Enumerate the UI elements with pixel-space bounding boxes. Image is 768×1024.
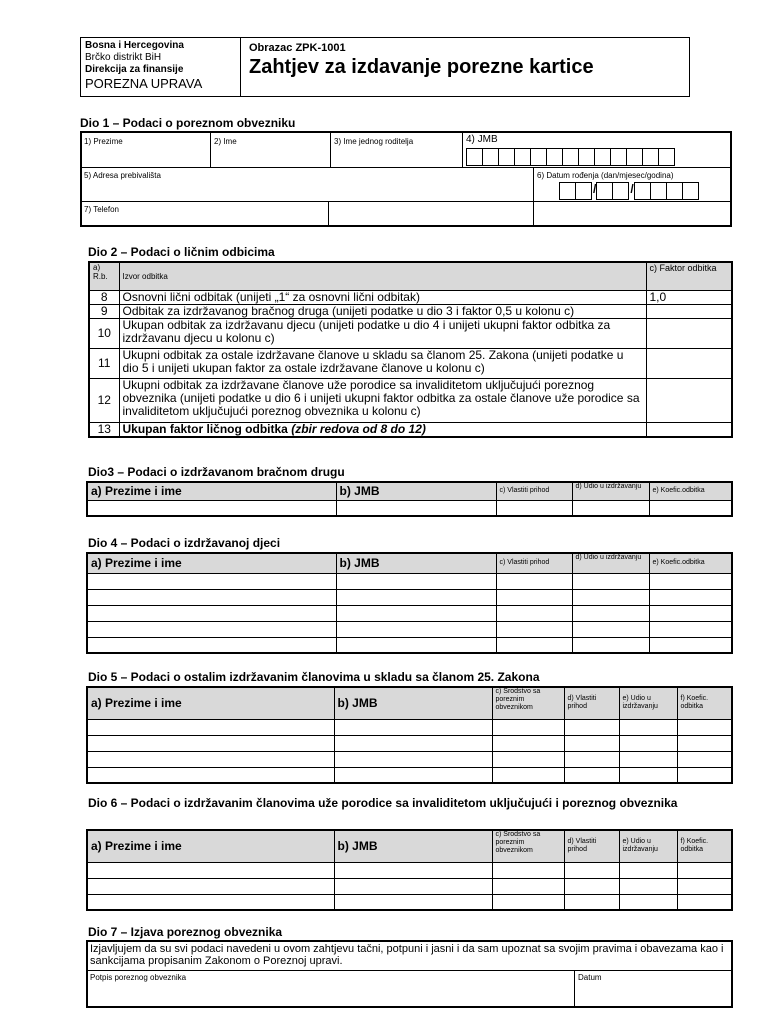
field-jmb-label: 4) JMB (466, 134, 498, 145)
row-11-text: Ukupni odbitak za ostale izdržavane članove u skladu sa članom 25. Zakona (unijeti podatke u dio 5 i unijeti ukupan faktor za ostale izdržavane članove u kolonu c) (119, 348, 646, 378)
disabled-col-income: d) Vlastiti prihod (564, 830, 619, 862)
table-row[interactable] (87, 500, 732, 516)
form-code: Obrazac ZPK-1001 (249, 42, 346, 54)
jmb-input-boxes[interactable] (467, 148, 675, 166)
children-table (86, 552, 733, 654)
table-row[interactable] (87, 605, 732, 621)
disabled-members-table (86, 829, 733, 911)
total-note: (zbir redova od 8 do 12) (291, 421, 426, 436)
row-8-rb: 8 (89, 290, 119, 304)
country-name: Bosna i Hercegovina (85, 40, 184, 51)
other-col-jmb: b) JMB (334, 687, 492, 719)
table-row[interactable] (87, 894, 732, 910)
disabled-col-name: a) Prezime i ime (87, 830, 334, 862)
field-dob-label: 6) Datum rođenja (dan/mjesec/godina) (537, 171, 674, 180)
children-col-income: c) Vlastiti prihod (496, 553, 572, 573)
row-8-factor[interactable]: 1,0 (646, 290, 732, 304)
children-col-name: a) Prezime i ime (87, 553, 336, 573)
signature-label[interactable]: Potpis poreznog obveznika (90, 973, 187, 982)
row-13-text (119, 422, 646, 437)
spouse-col-coef: e) Koefic.odbitka (649, 482, 732, 500)
spouse-col-income: c) Vlastiti prihod (496, 482, 572, 500)
dob-input-boxes[interactable]: / / (560, 182, 699, 200)
row-11-rb: 11 (89, 348, 119, 378)
part6-title: Dio 6 – Podaci o izdržavanim članovima uže porodice sa invaliditetom uključujući i poreznog obveznika (88, 796, 678, 810)
table-row[interactable] (87, 621, 732, 637)
table-row[interactable] (87, 573, 732, 589)
header-title-box (240, 37, 690, 97)
other-members-table (86, 686, 733, 784)
row-12-factor[interactable] (646, 378, 732, 422)
field-parent-label: 3) Ime jednog roditelja (334, 137, 414, 146)
table-row[interactable] (87, 767, 732, 783)
part4-title: Dio 4 – Podaci o izdržavanoj djeci (88, 536, 281, 550)
row-10-text: Ukupan odbitak za izdržavanu djecu (unijeti podatke u dio 4 i unijeti ukupni faktor odbitka za izdržavanu djecu u kolonu c) (119, 318, 646, 348)
part3-title: Dio3 – Podaci o izdržavanom bračnom drugu (88, 465, 345, 479)
table-row[interactable] (87, 637, 732, 653)
header-authority-box (80, 37, 240, 97)
part7-title: Dio 7 – Izjava poreznog obveznika (88, 925, 283, 939)
other-col-name: a) Prezime i ime (87, 687, 334, 719)
col-factor: c) Faktor odbitka (646, 262, 732, 290)
children-col-jmb: b) JMB (336, 553, 496, 573)
total-label: Ukupan faktor ličnog odbitka (122, 421, 288, 436)
field-surname-label: 1) Prezime (84, 137, 123, 146)
part2-title: Dio 2 – Podaci o ličnim odbicima (88, 245, 275, 259)
spouse-table (86, 481, 733, 517)
directorate-name: Direkcija za finansije (85, 64, 184, 75)
district-name: Brčko distrikt BiH (85, 52, 162, 63)
children-col-share: d) Udio u izdržavanju (572, 553, 649, 573)
other-col-share: e) Udio u izdržavanju (619, 687, 677, 719)
children-col-coef: e) Koefic.odbitka (649, 553, 732, 573)
disabled-col-relation: c) Srodstvo sa poreznim obveznikom (492, 830, 564, 862)
row-8-text: Osnovni lični odbitak (unijeti „1“ za osnovni lični odbitak) (119, 290, 646, 304)
part5-title: Dio 5 – Podaci o ostalim izdržavanim članovima u skladu sa članom 25. Zakona (88, 670, 540, 684)
table-row[interactable] (87, 862, 732, 878)
table-row[interactable] (87, 878, 732, 894)
row-9-text: Odbitak za izdržavanog bračnog druga (unijeti podatke u dio 3 i faktor 0,5 u kolonu c) (119, 304, 646, 318)
deductions-table (88, 261, 733, 438)
spouse-col-name: a) Prezime i ime (87, 482, 336, 500)
field-name-label: 2) Ime (214, 137, 237, 146)
other-col-relation: c) Srodstvo sa poreznim obveznikom (492, 687, 564, 719)
col-source: Izvor odbitka (119, 262, 646, 290)
date-label[interactable]: Datum (578, 973, 602, 982)
other-col-income: d) Vlastiti prihod (564, 687, 619, 719)
spouse-col-jmb: b) JMB (336, 482, 496, 500)
form-title: Zahtjev za izdavanje porezne kartice (249, 56, 594, 78)
disabled-col-coef: f) Koefic. odbitka (677, 830, 732, 862)
table-row[interactable] (87, 719, 732, 735)
disabled-col-jmb: b) JMB (334, 830, 492, 862)
part1-title: Dio 1 – Podaci o poreznom obvezniku (80, 116, 296, 130)
col-rb: a) R.b. (89, 262, 119, 290)
disabled-col-share: e) Udio u izdržavanju (619, 830, 677, 862)
other-col-coef: f) Koefic. odbitka (677, 687, 732, 719)
table-row[interactable] (87, 751, 732, 767)
field-address-label: 5) Adresa prebivališta (84, 171, 161, 180)
row-9-rb: 9 (89, 304, 119, 318)
row-13-rb: 13 (89, 422, 119, 437)
authority-name: POREZNA UPRAVA (85, 76, 203, 91)
row-10-rb: 10 (89, 318, 119, 348)
row-9-factor[interactable] (646, 304, 732, 318)
table-row[interactable] (87, 589, 732, 605)
statement-text: Izjavljujem da su svi podaci navedeni u ovom zahtjevu tačni, potpuni i jasni i da sam upoznat sa svojim pravima i obavezama kao i sankcijama propisanim Zakonom o Poreznoj upravi. (90, 943, 724, 967)
row-10-factor[interactable] (646, 318, 732, 348)
spouse-col-share: d) Udio u izdržavanju (572, 482, 649, 500)
table-row[interactable] (87, 735, 732, 751)
row-12-rb: 12 (89, 378, 119, 422)
field-phone-label: 7) Telefon (84, 205, 119, 214)
row-12-text: Ukupni odbitak za izdržavane članove uže porodice sa invaliditetom uključujući poreznog obveznika (unijeti podatke u dio 6 i unijeti ukupni faktor odbitka za ostale članove uže porodice sa invaliditetom uključujući poreznog obveznika u kolonu c) (119, 378, 646, 422)
row-13-factor[interactable] (646, 422, 732, 437)
row-11-factor[interactable] (646, 348, 732, 378)
